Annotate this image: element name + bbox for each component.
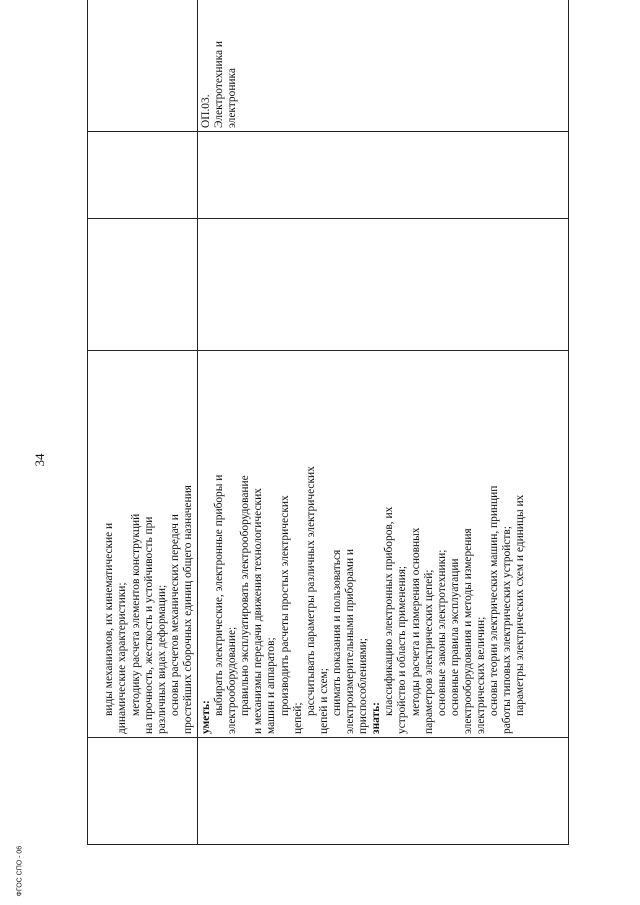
content-cell: [88, 351, 198, 738]
content-line: электрооборудование;: [226, 626, 239, 734]
content-line: различных видах деформации;: [155, 584, 168, 734]
content-line: основы теории электрических машин, принцип: [488, 485, 501, 716]
content-line: выбирать электрические, электронные приборы и: [213, 474, 226, 716]
discipline-cell: [198, 0, 569, 132]
rotated-page-content: [87, 35, 569, 845]
empty-cell: [198, 219, 569, 351]
curriculum-table: [87, 0, 569, 845]
content-line: приспособлениями;: [357, 638, 370, 734]
content-line: цепей и схем;: [317, 668, 330, 734]
content-line: электрических величин;: [474, 616, 487, 734]
empty-cell: [88, 132, 198, 219]
content-line: основные законы электротехники;: [435, 549, 448, 716]
content-line: динамические характеристики;: [116, 582, 129, 734]
table-row: [88, 0, 198, 845]
content-line: параметры электрических схем и единицы их: [514, 494, 527, 716]
empty-cell: [198, 738, 569, 845]
content-line: методику расчета элементов конструкций: [129, 513, 142, 716]
content-lines: [103, 354, 195, 734]
content-line: электрооборудования и методы измерения: [461, 528, 474, 734]
page-number: 34: [32, 453, 47, 467]
content-line: параметров электрических цепей;: [422, 569, 435, 734]
content-line: методы расчета и измерения основных: [409, 527, 422, 716]
content-cell: [198, 351, 569, 738]
empty-cell: [88, 738, 198, 845]
content-line: и механизмы передачи движения технологических: [252, 488, 265, 734]
content-line: правильно эксплуатировать электрооборудование: [239, 475, 252, 716]
content-line: рассчитывать параметры различных электрических: [304, 466, 317, 716]
discipline-code: ОП.03.: [200, 94, 212, 128]
table-row: [198, 0, 569, 845]
content-line: на прочность, жесткость и устойчивость при: [142, 516, 155, 734]
content-line: машин и аппаратов;: [265, 637, 278, 734]
content-line: электроизмерительными приборами и: [344, 549, 357, 734]
content-line: производить расчеты простых электрических: [278, 495, 291, 716]
content-line: классификацию электронных приборов, их: [383, 506, 396, 716]
section-heading: знать:: [370, 702, 383, 734]
content-line: устройство и область применения;: [396, 565, 409, 734]
discipline-name: электроника: [226, 68, 239, 128]
content-line: простейших сборочных единиц общего назначения: [181, 485, 194, 734]
discipline-name: Электротехника и: [213, 41, 226, 128]
footer-standard-code: ФГОС СПО - 06: [16, 845, 24, 897]
empty-cell: [88, 0, 198, 132]
content-line: работы типовых электрических устройств;: [501, 526, 514, 734]
content-line: цепей;: [291, 702, 304, 734]
empty-cell: [198, 132, 569, 219]
content-line: снимать показания и пользоваться: [330, 549, 343, 716]
content-lines: [200, 354, 527, 734]
content-line: основы расчетов механических передач и: [168, 514, 181, 716]
section-heading: уметь:: [200, 700, 212, 734]
content-line: виды механизмов, их кинематические и: [103, 522, 116, 716]
empty-cell: [88, 219, 198, 351]
content-line: основные правила эксплуатации: [448, 558, 461, 716]
